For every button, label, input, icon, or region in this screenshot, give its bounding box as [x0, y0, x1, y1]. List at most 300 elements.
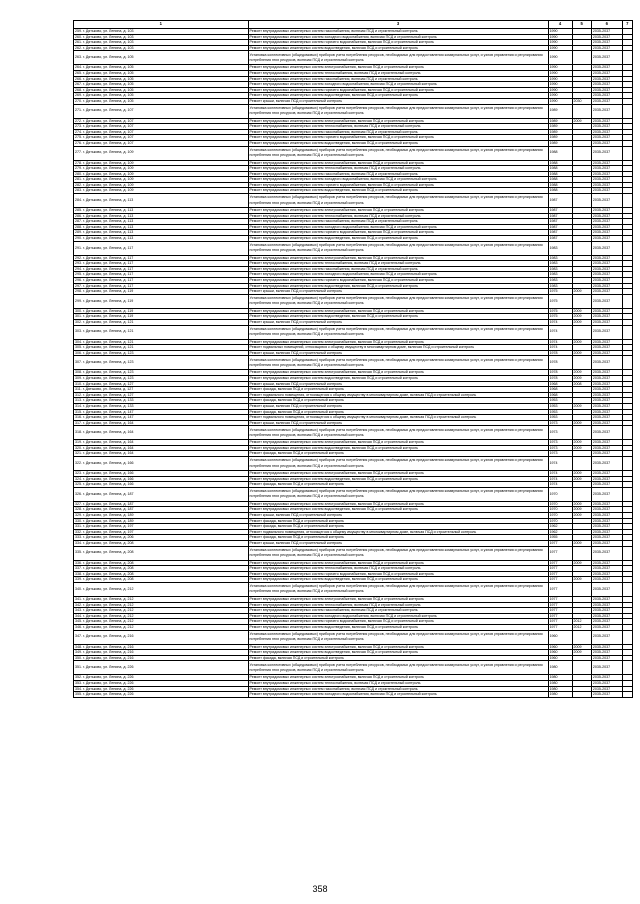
address-cell: 331. г. Дятьково, ул. Ленина, д. 197	[74, 524, 249, 530]
commission-year-cell: 1988	[548, 166, 572, 172]
work-type-cell: Ремонт внутридомовых инженерных систем водоотведения, включая ПСД и строительный контроль	[248, 507, 548, 513]
work-type-cell: Установка коллективных (общедомовых) приборов учета потребления ресурсов, необходимых для предоставления коммунальных услуг, и узлов управления и регулирования потребления этих ресурсов, включая ПСД и строительный контроль	[248, 241, 548, 255]
note-cell	[622, 546, 632, 560]
planned-period-cell: 2035-2037	[591, 655, 622, 661]
planned-period-cell: 2035-2037	[591, 308, 622, 314]
planned-period-cell: 2035-2037	[591, 582, 622, 596]
commission-year-cell: 1990	[548, 87, 572, 93]
work-type-cell: Ремонт внутридомовых инженерных систем водоотведения, включая ПСД и строительный контроль	[248, 236, 548, 242]
planned-period-cell: 2035-2037	[591, 577, 622, 583]
planned-period-cell: 2035-2037	[591, 415, 622, 421]
planned-period-cell: 2035-2037	[591, 420, 622, 426]
table-row	[74, 146, 633, 160]
commission-year-cell: 1970	[548, 518, 572, 524]
work-type-cell: Установка коллективных (общедомовых) приборов учета потребления ресурсов, необходимых для предоставления коммунальных услуг, и узлов управления и регулирования потребления этих ресурсов, включая ПСД и строительный контроль	[248, 582, 548, 596]
last-repair-year-cell: 2009	[572, 650, 591, 656]
address-cell: 302. г. Дятьково, ул. Ленина, д. 121	[74, 319, 249, 325]
last-repair-year-cell	[572, 146, 591, 160]
last-repair-year-cell: 2009	[572, 350, 591, 356]
document-sheet	[73, 20, 633, 698]
planned-period-cell: 2035-2037	[591, 208, 622, 214]
work-type-cell: Ремонт внутридомовых инженерных систем электроснабжения, включая ПСД и строительный контроль	[248, 65, 548, 71]
planned-period-cell: 2035-2037	[591, 686, 622, 692]
last-repair-year-cell: 2009	[572, 471, 591, 477]
last-repair-year-cell: 2009	[572, 289, 591, 295]
address-cell: 274. г. Дятьково, ул. Ленина, д. 107	[74, 129, 249, 135]
commission-year-cell: 1990	[548, 34, 572, 40]
planned-period-cell: 2035-2037	[591, 476, 622, 482]
work-type-cell: Ремонт внутридомовых инженерных систем горячего водоснабжения, включая ПСД и строительный контроль	[248, 619, 548, 625]
work-type-cell: Ремонт внутридомовых инженерных систем водоотведения, включая ПСД и строительный контроль	[248, 140, 548, 146]
address-cell: 317. г. Дятьково, ул. Ленина, д. 164	[74, 420, 249, 426]
work-type-cell: Ремонт подвального помещения, относящегося к общему имуществу в многоквартирном доме, включая ПСД и строительный контроль	[248, 415, 548, 421]
planned-period-cell: 2035-2037	[591, 661, 622, 675]
last-repair-year-cell	[572, 194, 591, 208]
planned-period-cell: 2035-2037	[591, 194, 622, 208]
planned-period-cell: 2035-2037	[591, 129, 622, 135]
commission-year-cell: 1988	[548, 182, 572, 188]
planned-period-cell: 2035-2037	[591, 294, 622, 308]
last-repair-year-cell: 2009	[572, 314, 591, 320]
last-repair-year-cell: 2009	[572, 375, 591, 381]
commission-year-cell: 1960	[548, 655, 572, 661]
planned-period-cell: 2035-2037	[591, 255, 622, 261]
note-cell	[622, 241, 632, 255]
address-cell: 343. г. Дятьково, ул. Ленина, д. 212	[74, 608, 249, 614]
table-row	[74, 546, 633, 560]
work-type-cell: Установка коллективных (общедомовых) приборов учета потребления ресурсов, необходимых для предоставления коммунальных услуг, и узлов управления и регулирования потребления этих ресурсов, включая ПСД и строительный контроль	[248, 356, 548, 370]
last-repair-year-cell: 2009	[572, 644, 591, 650]
commission-year-cell: 1989	[548, 135, 572, 141]
work-type-cell: Ремонт внутридомовых инженерных систем горячего водоснабжения, включая ПСД и строительный контроль	[248, 182, 548, 188]
commission-year-cell: 1977	[548, 608, 572, 614]
address-cell: 281. г. Дятьково, ул. Ленина, д. 109	[74, 177, 249, 183]
planned-period-cell: 2035-2037	[591, 160, 622, 166]
commission-year-cell: 1953	[548, 398, 572, 404]
commission-year-cell: 1975	[548, 289, 572, 295]
commission-year-cell: 1989	[548, 118, 572, 124]
commission-year-cell: 1974	[548, 339, 572, 345]
planned-period-cell: 2035-2037	[591, 124, 622, 130]
commission-year-cell: 1977	[548, 541, 572, 547]
last-repair-year-cell: 2009	[572, 118, 591, 124]
address-cell: 263. г. Дятьково, ул. Ленина, д. 105	[74, 51, 249, 65]
work-type-cell: Ремонт фасада, включая ПСД и строительный контроль	[248, 535, 548, 541]
address-cell: 336. г. Дятьково, ул. Ленина, д. 208	[74, 560, 249, 566]
column-header-6: 6	[591, 21, 622, 29]
address-cell: 319. г. Дятьково, ул. Ленина, д. 164	[74, 440, 249, 446]
address-cell: 328. г. Дятьково, ул. Ленина, д. 187	[74, 507, 249, 513]
work-type-cell: Ремонт внутридомовых инженерных систем водоотведения, включая ПСД и строительный контроль	[248, 93, 548, 99]
commission-year-cell: 1989	[548, 104, 572, 118]
note-cell	[622, 661, 632, 675]
commission-year-cell: 1988	[548, 146, 572, 160]
work-type-cell: Ремонт фасада, включая ПСД и строительный контроль	[248, 398, 548, 404]
address-cell: 337. г. Дятьково, ул. Ленина, д. 208	[74, 566, 249, 572]
work-type-cell: Ремонт крыши, включая ПСД и строительный контроль	[248, 420, 548, 426]
work-type-cell: Ремонт внутридомовых инженерных систем газоснабжения, включая ПСД и строительный контроль	[248, 266, 548, 272]
planned-period-cell: 2035-2037	[591, 140, 622, 146]
last-repair-year-cell: 2009	[572, 513, 591, 519]
address-cell: 290. г. Дятьково, ул. Ленина, д. 113	[74, 236, 249, 242]
note-cell	[622, 582, 632, 596]
planned-period-cell: 2035-2037	[591, 87, 622, 93]
note-cell	[622, 356, 632, 370]
last-repair-year-cell	[572, 457, 591, 471]
work-type-cell: Ремонт внутридомовых инженерных систем теплоснабжения, включая ПСД и строительный контроль	[248, 213, 548, 219]
note-cell	[622, 457, 632, 471]
table-row	[74, 241, 633, 255]
last-repair-year-cell: 2009	[572, 445, 591, 451]
note-cell	[622, 294, 632, 308]
work-type-cell: Ремонт внутридомовых инженерных систем водоотведения, включая ПСД и строительный контроль	[248, 650, 548, 656]
planned-period-cell: 2035-2037	[591, 566, 622, 572]
planned-period-cell: 2035-2037	[591, 289, 622, 295]
commission-year-cell: 1955	[548, 535, 572, 541]
planned-period-cell: 2035-2037	[591, 182, 622, 188]
last-repair-year-cell: 2009	[572, 308, 591, 314]
work-type-cell: Ремонт крыши, включая ПСД и строительный контроль	[248, 381, 548, 387]
page-number: 358	[312, 884, 328, 894]
commission-year-cell: 1953	[548, 415, 572, 421]
last-repair-year-cell: 2009	[572, 440, 591, 446]
address-cell: 282. г. Дятьково, ул. Ленина, д. 109	[74, 182, 249, 188]
table-body	[74, 29, 633, 698]
last-repair-year-cell: 2012	[572, 624, 591, 630]
commission-year-cell: 1980	[548, 675, 572, 681]
work-type-cell: Ремонт внутридомовых инженерных систем холодного водоснабжения, включая ПСД и строительный контроль	[248, 613, 548, 619]
table-row	[74, 487, 633, 501]
last-repair-year-cell	[572, 51, 591, 65]
planned-period-cell: 2035-2037	[591, 82, 622, 88]
planned-period-cell: 2035-2037	[591, 451, 622, 457]
commission-year-cell: 1970	[548, 501, 572, 507]
commission-year-cell: 1980	[548, 692, 572, 698]
work-type-cell: Ремонт крыши, включая ПСД и строительный контроль	[248, 98, 548, 104]
address-cell: 294. г. Дятьково, ул. Ленина, д. 117	[74, 266, 249, 272]
commission-year-cell: 1973	[548, 426, 572, 440]
work-type-cell: Ремонт внутридомовых инженерных систем водоотведения, включая ПСД и строительный контроль	[248, 283, 548, 289]
note-cell	[622, 51, 632, 65]
work-type-cell: Ремонт внутридомовых инженерных систем электроснабжения, включая ПСД и строительный контроль	[248, 596, 548, 602]
last-repair-year-cell	[572, 241, 591, 255]
planned-period-cell: 2035-2037	[591, 541, 622, 547]
planned-period-cell: 2035-2037	[591, 524, 622, 530]
address-cell: 344. г. Дятьково, ул. Ленина, д. 212	[74, 613, 249, 619]
address-cell: 340. г. Дятьково, ул. Ленина, д. 212	[74, 582, 249, 596]
address-cell: 284. г. Дятьково, ул. Ленина, д. 113	[74, 194, 249, 208]
work-type-cell: Установка коллективных (общедомовых) приборов учета потребления ресурсов, необходимых для предоставления коммунальных услуг, и узлов управления и регулирования потребления этих ресурсов, включая ПСД и строительный контроль	[248, 294, 548, 308]
last-repair-year-cell	[572, 294, 591, 308]
planned-period-cell: 2035-2037	[591, 501, 622, 507]
commission-year-cell: 1990	[548, 65, 572, 71]
commission-year-cell: 1970	[548, 513, 572, 519]
work-type-cell: Ремонт внутридомовых инженерных систем теплоснабжения, включая ПСД и строительный контроль	[248, 124, 548, 130]
planned-period-cell: 2035-2037	[591, 644, 622, 650]
commission-year-cell: 1960	[548, 630, 572, 644]
address-cell: 267. г. Дятьково, ул. Ленина, д. 105	[74, 82, 249, 88]
table-row	[74, 630, 633, 644]
address-cell: 352. г. Дятьково, ул. Ленина, д. 226	[74, 675, 249, 681]
work-type-cell: Установка коллективных (общедомовых) приборов учета потребления ресурсов, необходимых для предоставления коммунальных услуг, и узлов управления и регулирования потребления этих ресурсов, включая ПСД и строительный контроль	[248, 487, 548, 501]
planned-period-cell: 2035-2037	[591, 381, 622, 387]
address-cell: 269. г. Дятьково, ул. Ленина, д. 105	[74, 93, 249, 99]
planned-period-cell: 2035-2037	[591, 261, 622, 267]
commission-year-cell: 1968	[548, 381, 572, 387]
work-type-cell: Ремонт внутридомовых инженерных систем газоснабжения, включая ПСД и строительный контроль	[248, 171, 548, 177]
work-type-cell: Ремонт внутридомовых инженерных систем холодного водоснабжения, включая ПСД и строительный контроль	[248, 272, 548, 278]
planned-period-cell: 2035-2037	[591, 166, 622, 172]
work-type-cell: Установка коллективных (общедомовых) приборов учета потребления ресурсов, необходимых для предоставления коммунальных услуг, и узлов управления и регулирования потребления этих ресурсов, включая ПСД и строительный контроль	[248, 146, 548, 160]
work-type-cell: Ремонт внутридомовых инженерных систем водоотведения, включая ПСД и строительный контроль	[248, 314, 548, 320]
planned-period-cell: 2035-2037	[591, 675, 622, 681]
note-cell	[622, 194, 632, 208]
planned-period-cell: 2035-2037	[591, 146, 622, 160]
address-cell: 323. г. Дятьково, ул. Ленина, д. 166	[74, 471, 249, 477]
commission-year-cell: 1989	[548, 124, 572, 130]
work-type-cell: Ремонт внутридомовых инженерных систем электроснабжения, включая ПСД и строительный контроль	[248, 255, 548, 261]
address-cell: 296. г. Дятьково, ул. Ленина, д. 117	[74, 278, 249, 284]
planned-period-cell: 2035-2037	[591, 482, 622, 488]
planned-period-cell: 2035-2037	[591, 236, 622, 242]
work-type-cell: Установка коллективных (общедомовых) приборов учета потребления ресурсов, необходимых для предоставления коммунальных услуг, и узлов управления и регулирования потребления этих ресурсов, включая ПСД и строительный контроль	[248, 426, 548, 440]
last-repair-year-cell	[572, 325, 591, 339]
work-type-cell: Ремонт внутридомовых инженерных систем электроснабжения, включая ПСД и строительный контроль	[248, 208, 548, 214]
planned-period-cell: 2035-2037	[591, 403, 622, 409]
planned-period-cell: 2035-2037	[591, 272, 622, 278]
planned-period-cell: 2035-2037	[591, 230, 622, 236]
work-type-cell: Ремонт внутридомовых инженерных систем водоотведения, включая ПСД и строительный контроль	[248, 375, 548, 381]
work-type-cell: Ремонт внутридомовых инженерных систем электроснабжения, включая ПСД и строительный контроль	[248, 308, 548, 314]
planned-period-cell: 2035-2037	[591, 398, 622, 404]
work-type-cell: Ремонт внутридомовых инженерных систем водоотведения, включая ПСД и строительный контроль	[248, 624, 548, 630]
address-cell: 275. г. Дятьково, ул. Ленина, д. 107	[74, 135, 249, 141]
address-cell: 324. г. Дятьково, ул. Ленина, д. 166	[74, 476, 249, 482]
address-cell: 272. г. Дятьково, ул. Ленина, д. 107	[74, 118, 249, 124]
commission-year-cell: 1975	[548, 314, 572, 320]
commission-year-cell: 1983	[548, 278, 572, 284]
planned-period-cell: 2035-2037	[591, 608, 622, 614]
planned-period-cell: 2035-2037	[591, 213, 622, 219]
commission-year-cell: 1977	[548, 577, 572, 583]
address-cell: 348. г. Дятьково, ул. Ленина, д. 216	[74, 644, 249, 650]
work-type-cell: Установка коллективных (общедомовых) приборов учета потребления ресурсов, необходимых для предоставления коммунальных услуг, и узлов управления и регулирования потребления этих ресурсов, включая ПСД и строительный контроль	[248, 661, 548, 675]
address-cell: 310. г. Дятьково, ул. Ленина, д. 127	[74, 381, 249, 387]
planned-period-cell: 2035-2037	[591, 518, 622, 524]
planned-period-cell: 2035-2037	[591, 98, 622, 104]
work-type-cell: Ремонт крыши, включая ПСД и строительный контроль	[248, 350, 548, 356]
planned-period-cell: 2035-2037	[591, 34, 622, 40]
address-cell: 266. г. Дятьково, ул. Ленина, д. 105	[74, 76, 249, 82]
planned-period-cell: 2035-2037	[591, 76, 622, 82]
commission-year-cell: 1987	[548, 236, 572, 242]
commission-year-cell: 1990	[548, 40, 572, 46]
last-repair-year-cell	[572, 356, 591, 370]
address-cell: 308. г. Дятьково, ул. Ленина, д. 123	[74, 370, 249, 376]
work-type-cell: Ремонт внутридомовых инженерных систем теплоснабжения, включая ПСД и строительный контроль	[248, 602, 548, 608]
address-cell: 311. г. Дятьково, ул. Ленина, д. 127	[74, 387, 249, 393]
planned-period-cell: 2035-2037	[591, 487, 622, 501]
work-type-cell: Ремонт внутридомовых инженерных систем газоснабжения, включая ПСД и строительный контроль	[248, 29, 548, 35]
work-type-cell: Ремонт внутридомовых инженерных систем газоснабжения, включая ПСД и строительный контроль	[248, 129, 548, 135]
work-type-cell: Ремонт подвального помещения, относящегося к общему имуществу в многоквартирном доме, включая ПСД и строительный контроль	[248, 392, 548, 398]
commission-year-cell: 1968	[548, 387, 572, 393]
planned-period-cell: 2035-2037	[591, 65, 622, 71]
commission-year-cell: 1977	[548, 566, 572, 572]
planned-period-cell: 2035-2037	[591, 283, 622, 289]
planned-period-cell: 2035-2037	[591, 546, 622, 560]
last-repair-year-cell	[572, 630, 591, 644]
commission-year-cell: 1987	[548, 194, 572, 208]
work-type-cell: Ремонт внутридомовых инженерных систем электроснабжения, включая ПСД и строительный контроль	[248, 675, 548, 681]
planned-period-cell: 2035-2037	[591, 339, 622, 345]
last-repair-year-cell: 2009	[572, 370, 591, 376]
address-cell: 327. г. Дятьково, ул. Ленина, д. 187	[74, 501, 249, 507]
work-type-cell: Ремонт внутридомовых инженерных систем электроснабжения, включая ПСД и строительный контроль	[248, 440, 548, 446]
column-header-5: 5	[572, 21, 591, 29]
commission-year-cell: 1990	[548, 93, 572, 99]
address-cell: 314. г. Дятьково, ул. Ленина, д. 133	[74, 403, 249, 409]
planned-period-cell: 2035-2037	[591, 624, 622, 630]
address-cell: 291. г. Дятьково, ул. Ленина, д. 117	[74, 241, 249, 255]
address-cell: 301. г. Дятьково, ул. Ленина, д. 119	[74, 314, 249, 320]
work-type-cell: Ремонт внутридомовых инженерных систем холодного водоснабжения, включая ПСД и строительный контроль	[248, 224, 548, 230]
commission-year-cell: 1977	[548, 613, 572, 619]
address-cell: 271. г. Дятьково, ул. Ленина, д. 107	[74, 104, 249, 118]
commission-year-cell: 1978	[548, 356, 572, 370]
table-row	[74, 356, 633, 370]
last-repair-year-cell: 2009	[572, 560, 591, 566]
table-row	[74, 692, 633, 698]
address-cell: 280. г. Дятьково, ул. Ленина, д. 109	[74, 171, 249, 177]
address-cell: 265. г. Дятьково, ул. Ленина, д. 105	[74, 70, 249, 76]
column-header-3: 3	[248, 21, 548, 29]
last-repair-year-cell: 2009	[572, 403, 591, 409]
address-cell: 295. г. Дятьково, ул. Ленина, д. 117	[74, 272, 249, 278]
planned-period-cell: 2035-2037	[591, 409, 622, 415]
work-type-cell: Ремонт внутридомовых инженерных систем электроснабжения, включая ПСД и строительный контроль	[248, 471, 548, 477]
planned-period-cell: 2035-2037	[591, 602, 622, 608]
planned-period-cell: 2035-2037	[591, 314, 622, 320]
address-cell: 330. г. Дятьково, ул. Ленина, д. 189	[74, 518, 249, 524]
planned-period-cell: 2035-2037	[591, 135, 622, 141]
commission-year-cell: 1977	[548, 582, 572, 596]
address-cell: 286. г. Дятьково, ул. Ленина, д. 113	[74, 213, 249, 219]
address-cell: 346. г. Дятьково, ул. Ленина, д. 212	[74, 624, 249, 630]
planned-period-cell: 2035-2037	[591, 51, 622, 65]
address-cell: 278. г. Дятьково, ул. Ленина, д. 109	[74, 160, 249, 166]
address-cell: 355. г. Дятьково, ул. Ленина, д. 226	[74, 692, 249, 698]
address-cell: 332. г. Дятьково, ул. Ленина, д. 197	[74, 529, 249, 535]
planned-period-cell: 2035-2037	[591, 375, 622, 381]
commission-year-cell: 1974	[548, 471, 572, 477]
address-cell: 261. г. Дятьково, ул. Ленина, д. 103	[74, 40, 249, 46]
address-cell: 350. г. Дятьково, ул. Ленина, д. 216	[74, 655, 249, 661]
work-type-cell: Ремонт внутридомовых инженерных систем холодного водоснабжения, включая ПСД и строительный контроль	[248, 82, 548, 88]
repair-schedule-table	[73, 20, 633, 698]
note-cell	[622, 104, 632, 118]
commission-year-cell: 1980	[548, 661, 572, 675]
commission-year-cell: 1988	[548, 171, 572, 177]
commission-year-cell: 1987	[548, 230, 572, 236]
work-type-cell: Установка коллективных (общедомовых) приборов учета потребления ресурсов, необходимых для предоставления коммунальных услуг, и узлов управления и регулирования потребления этих ресурсов, включая ПСД и строительный контроль	[248, 194, 548, 208]
commission-year-cell: 1977	[548, 560, 572, 566]
address-cell: 304. г. Дятьково, ул. Ленина, д. 121	[74, 339, 249, 345]
last-repair-year-cell	[572, 582, 591, 596]
planned-period-cell: 2035-2037	[591, 471, 622, 477]
address-cell: 264. г. Дятьково, ул. Ленина, д. 105	[74, 65, 249, 71]
planned-period-cell: 2035-2037	[591, 692, 622, 698]
address-cell: 292. г. Дятьково, ул. Ленина, д. 117	[74, 255, 249, 261]
address-cell: 299. г. Дятьково, ул. Ленина, д. 119	[74, 294, 249, 308]
work-type-cell: Ремонт внутридомовых инженерных систем горячего водоснабжения, включая ПСД и строительный контроль	[248, 571, 548, 577]
address-cell: 338. г. Дятьково, ул. Ленина, д. 208	[74, 571, 249, 577]
commission-year-cell: 1983	[548, 261, 572, 267]
planned-period-cell: 2035-2037	[591, 350, 622, 356]
planned-period-cell: 2035-2037	[591, 535, 622, 541]
work-type-cell: Ремонт внутридомовых инженерных систем водоотведения, включая ПСД и строительный контроль	[248, 188, 548, 194]
commission-year-cell: 1980	[548, 680, 572, 686]
planned-period-cell: 2035-2037	[591, 188, 622, 194]
last-repair-year-cell	[572, 661, 591, 675]
address-cell: 279. г. Дятьково, ул. Ленина, д. 109	[74, 166, 249, 172]
planned-period-cell: 2035-2037	[591, 619, 622, 625]
address-cell: 259. г. Дятьково, ул. Ленина, д. 103	[74, 29, 249, 35]
commission-year-cell: 1953	[548, 409, 572, 415]
planned-period-cell: 2035-2037	[591, 319, 622, 325]
commission-year-cell: 1975	[548, 294, 572, 308]
work-type-cell: Ремонт внутридомовых инженерных систем электроснабжения, включая ПСД и строительный контроль	[248, 339, 548, 345]
note-cell	[622, 487, 632, 501]
table-header-row	[74, 21, 633, 29]
address-cell: 309. г. Дятьково, ул. Ленина, д. 123	[74, 375, 249, 381]
note-cell	[622, 426, 632, 440]
work-type-cell: Установка коллективных (общедомовых) приборов учета потребления ресурсов, необходимых для предоставления коммунальных услуг, и узлов управления и регулирования потребления этих ресурсов, включая ПСД и строительный контроль	[248, 630, 548, 644]
address-cell: 287. г. Дятьково, ул. Ленина, д. 113	[74, 219, 249, 225]
work-type-cell: Ремонт внутридомовых инженерных систем горячего водоснабжения, включая ПСД и строительный контроль	[248, 40, 548, 46]
address-cell: 353. г. Дятьково, ул. Ленина, д. 226	[74, 680, 249, 686]
column-header-7: 7	[622, 21, 632, 29]
address-cell: 347. г. Дятьково, ул. Ленина, д. 216	[74, 630, 249, 644]
work-type-cell: Ремонт внутридомовых инженерных систем газоснабжения, включая ПСД и строительный контроль	[248, 686, 548, 692]
work-type-cell: Ремонт крыши, включая ПСД и строительный контроль	[248, 289, 548, 295]
commission-year-cell: 1962	[548, 524, 572, 530]
address-cell: 313. г. Дятьково, ул. Ленина, д. 133	[74, 398, 249, 404]
planned-period-cell: 2035-2037	[591, 29, 622, 35]
column-header-1: 1	[74, 21, 249, 29]
address-cell: 289. г. Дятьково, ул. Ленина, д. 113	[74, 230, 249, 236]
work-type-cell: Ремонт крыши, включая ПСД и строительный контроль	[248, 513, 548, 519]
commission-year-cell: 1975	[548, 308, 572, 314]
commission-year-cell: 1974	[548, 325, 572, 339]
planned-period-cell: 2035-2037	[591, 457, 622, 471]
work-type-cell: Ремонт внутридомовых инженерных систем водоотведения, включая ПСД и строительный контроль	[248, 476, 548, 482]
work-type-cell: Ремонт внутридомовых инженерных систем холодного водоснабжения, включая ПСД и строительный контроль	[248, 34, 548, 40]
work-type-cell: Ремонт внутридомовых инженерных систем водоотведения, включая ПСД и строительный контроль	[248, 445, 548, 451]
commission-year-cell: 1973	[548, 440, 572, 446]
commission-year-cell: 1990	[548, 45, 572, 51]
note-cell	[622, 630, 632, 644]
commission-year-cell: 1987	[548, 224, 572, 230]
planned-period-cell: 2035-2037	[591, 571, 622, 577]
planned-period-cell: 2035-2037	[591, 440, 622, 446]
address-cell: 285. г. Дятьково, ул. Ленина, д. 113	[74, 208, 249, 214]
commission-year-cell: 1990	[548, 29, 572, 35]
note-cell	[622, 146, 632, 160]
planned-period-cell: 2035-2037	[591, 104, 622, 118]
planned-period-cell: 2035-2037	[591, 70, 622, 76]
commission-year-cell: 1977	[548, 571, 572, 577]
